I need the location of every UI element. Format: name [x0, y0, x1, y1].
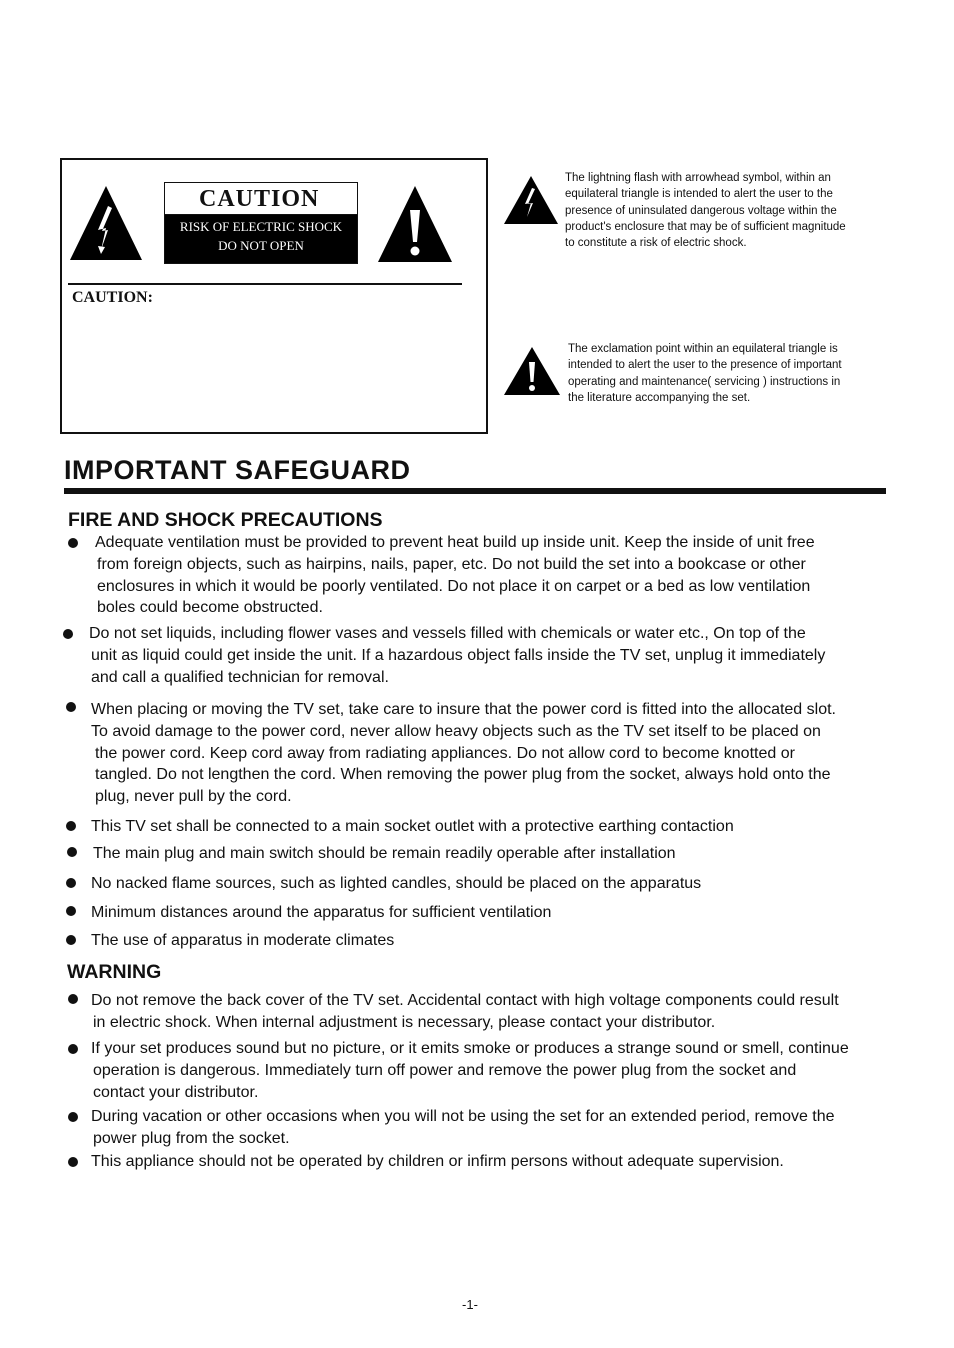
bullet-icon — [63, 629, 73, 639]
list-item — [68, 1038, 849, 1103]
item-line: When placing or moving the TV set, take care to insure that the power cord is fitted into the allocated slot. — [91, 701, 836, 718]
list-item — [67, 843, 676, 865]
item-line: If your set produces sound but no picture, or it emits smoke or produces a strange sound or smell, continue — [91, 1040, 849, 1057]
warning-section-heading: WARNING — [67, 961, 162, 983]
list-item — [68, 990, 839, 1034]
title-rule — [64, 488, 886, 494]
item-line: plug, never pull by the cord. — [95, 788, 292, 806]
item-line: The main plug and main switch should be remain readily operable after installation — [93, 845, 676, 862]
bullet-icon — [66, 702, 76, 712]
caution-divider — [68, 283, 462, 285]
item-line: Do not set liquids, including flower vases and vessels filled with chemicals or water etc., On top of the — [89, 625, 806, 642]
item-line: boles could become obstructed. — [97, 599, 323, 617]
lightning-warning-icon — [68, 184, 144, 262]
lightning-symbol-icon — [503, 175, 559, 225]
bullet-icon — [66, 821, 76, 831]
item-line: To avoid damage to the power cord, never allow heavy objects such as the TV set itself to be placed on — [91, 722, 821, 740]
item-line: Do not remove the back cover of the TV set. Accidental contact with high voltage components could result — [91, 992, 839, 1009]
caution-label-line-2: DO NOT OPEN — [218, 238, 304, 253]
note-line: presence of uninsulated dangerous voltage within the — [565, 204, 837, 217]
list-item — [66, 873, 701, 895]
caution-label-title: CAUTION — [165, 183, 357, 215]
list-item — [68, 1106, 835, 1150]
item-line: This TV set shall be connected to a main socket outlet with a protective earthing contaction — [91, 818, 734, 835]
note-line: the literature accompanying the set. — [568, 391, 751, 404]
note-line: The lightning flash with arrowhead symbol, within an — [565, 172, 831, 184]
item-line: The use of apparatus in moderate climates — [91, 932, 395, 949]
list-item — [63, 623, 825, 688]
page-title: IMPORTANT SAFEGUARD — [64, 455, 411, 485]
item-line: the power cord. Keep cord away from radiating appliances. Do not allow cord to become knotted or — [95, 744, 795, 762]
note-line: product's enclosure that may be of sufficient magnitude — [565, 220, 846, 233]
item-line: in electric shock. When internal adjustment is necessary, please contact your distributor. — [93, 1013, 716, 1031]
item-line: from foreign objects, such as hairpins, nails, paper, etc. Do not build the set into a bookcase or other — [97, 555, 806, 573]
exclamation-warning-icon — [376, 184, 454, 264]
list-item — [68, 532, 815, 619]
bullet-icon — [68, 1157, 78, 1167]
note-line: operating and maintenance( servicing ) instructions in — [568, 375, 841, 388]
bullet-icon — [66, 878, 76, 888]
lightning-symbol-description — [565, 170, 846, 251]
item-line: contact your distributor. — [93, 1083, 259, 1101]
bullet-icon — [68, 994, 78, 1004]
list-item — [66, 902, 551, 924]
item-line: tangled. Do not lengthen the cord. When removing the power plug from the socket, always hold onto the — [95, 766, 831, 784]
caution-bottom-label: CAUTION: — [72, 289, 153, 306]
item-line: unit as liquid could get inside the unit. If a hazardous object falls inside the TV set, unplug it immediately — [91, 646, 826, 664]
item-line: Adequate ventilation must be provided to prevent heat build up inside unit. Keep the inside of unit free — [95, 534, 815, 551]
caution-label-line-1: RISK OF ELECTRIC SHOCK — [179, 219, 343, 234]
bullet-icon — [66, 935, 76, 945]
fire-section-heading: FIRE AND SHOCK PRECAUTIONS — [68, 509, 383, 531]
item-line: operation is dangerous. Immediately turn off power and remove the power plug from the socket and — [93, 1061, 797, 1079]
page-number: -1- — [462, 1297, 478, 1312]
bullet-icon — [66, 906, 76, 916]
item-line: During vacation or other occasions when you will not be using the set for an extended period, remove the — [91, 1108, 835, 1125]
bullet-icon — [68, 1112, 78, 1122]
caution-label — [164, 182, 358, 264]
note-line: The exclamation point within an equilateral triangle is — [568, 343, 838, 355]
note-line: intended to alert the user to the presence of important — [568, 359, 842, 372]
item-line: and call a qualified technician for removal. — [91, 668, 389, 686]
note-line: equilateral triangle is intended to alert the user to the — [565, 188, 833, 201]
list-item — [68, 1151, 784, 1173]
item-line: enclosures in which it would be poorly ventilated. Do not place it on carpet or a bed as low ventilation — [97, 577, 811, 595]
item-line: Minimum distances around the apparatus for sufficient ventilation — [91, 904, 552, 921]
note-line: to constitute a risk of electric shock. — [565, 237, 747, 250]
caution-panel — [60, 158, 488, 434]
bullet-icon — [68, 1044, 78, 1054]
exclamation-symbol-description — [568, 341, 842, 406]
list-item — [66, 930, 394, 952]
list-item — [66, 816, 734, 838]
list-item — [66, 699, 836, 808]
item-line: This appliance should not be operated by children or infirm persons without adequate supervision. — [91, 1153, 784, 1170]
bullet-icon — [68, 538, 78, 548]
bullet-icon — [67, 847, 77, 857]
item-line: No nacked flame sources, such as lighted candles, should be placed on the apparatus — [91, 875, 702, 892]
item-line: power plug from the socket. — [93, 1129, 290, 1147]
exclamation-symbol-icon — [503, 346, 561, 396]
